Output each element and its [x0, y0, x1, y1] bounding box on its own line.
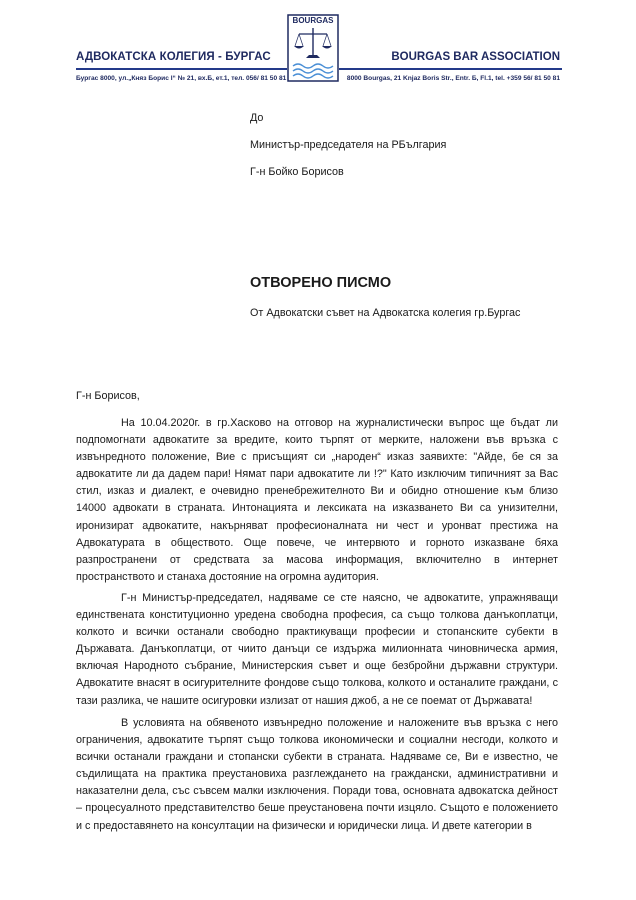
letterhead-address-en: 8000 Bourgas, 21 Knjaz Boris Str., Entr. Б, Fl.1, tel. +359 56/ 81 50 81 — [346, 75, 560, 82]
body-paragraph: В условията на обявеното извънредно положение и наложените във връзка с него ограничения, адвокатите търпят също толкова икономически и социални несгоди, колкото и всички останали граждани и стопански субекти в страната. Надяваме се, Ви е известно, че съдилищата на практика преустановиха разглеждането на граждански, административни и наказателни дела, със съвсем малки изключения. Поради това, основната адвокатска дейност – процесуалното представителство беше преустановена почти изцяло. Същото е положението и с предоставянето на консултации на физически и юридически лица. И двете категории в — [76, 717, 558, 832]
recipient-line: Г-н Бойко Борисов — [250, 166, 344, 178]
logo-text: BOURGAS — [292, 16, 334, 25]
recipient-line: До — [250, 112, 264, 124]
salutation: Г-н Борисов, — [76, 390, 140, 402]
letterhead-address-bg: Бургас 8000, ул.„Княз Борис I“ № 21, вх.Б, ет.1, тел. 056/ 81 50 81 — [76, 75, 287, 82]
letter-subtitle: От Адвокатски съвет на Адвокатска колегия гр.Бургас — [250, 307, 521, 319]
body-paragraph: Г-н Министър-председател, надяваме се сте наясно, че адвокатите, упражняващи единствената конституционно уредена свободна професия, са също толкова данъкоплатци, колкото и всички останали свободно практикуващи професии и стопанските субекти в Държавата. Данъкоплатци, от чиито данъци се издържа милионната чиновническа армия, включая Народното събрание, Министерския съвет и още безбройни държавни структури. Адвокатите внасят в осигурителните фондове също толкова, колкото и останалите граждани, с тази разлика, че нашите осигуровки излизат от нашия джоб, а не се поемат от Държавата! — [76, 592, 558, 707]
body-paragraph: На 10.04.2020г. в гр.Хасково на отговор на журналистически въпрос ще бъдат ли подпомогнати адвокатите за вредите, които търпят от мерките, наложени във връзка с извънредното положение, Вие с присъщият си „народен“ изказ заявихте: "Айде, бе ся за адвокатите ли да дадем пари! Нямат пари адвокатите ли !?" Като изключим типичният за Вас стил, изказ и диалект, е очевидно пренебрежителното Ви и обидно отношение към близо 14000 адвокати в страната. Интонацията и лексиката на изказването Ви са унизителни, иронизират адвокатите, накърняват професионалната ни чест и уронват престижа на Адвокатурата в обществото. Още повече, че интервюто и горното изказване бяха разпространени от средствата за масова информация, включително в интернет пространството и станаха достояние на огромна аудитория. — [76, 417, 558, 583]
letterhead-name-bg: АДВОКАТСКА КОЛЕГИЯ - БУРГАС — [76, 51, 271, 63]
recipient-line: Министър-председателя на РБългария — [250, 139, 447, 151]
letterhead-name-en: BOURGAS BAR ASSOCIATION — [391, 51, 560, 63]
bar-association-logo — [287, 14, 339, 82]
letter-title: ОТВОРЕНО ПИСМО — [250, 275, 392, 291]
